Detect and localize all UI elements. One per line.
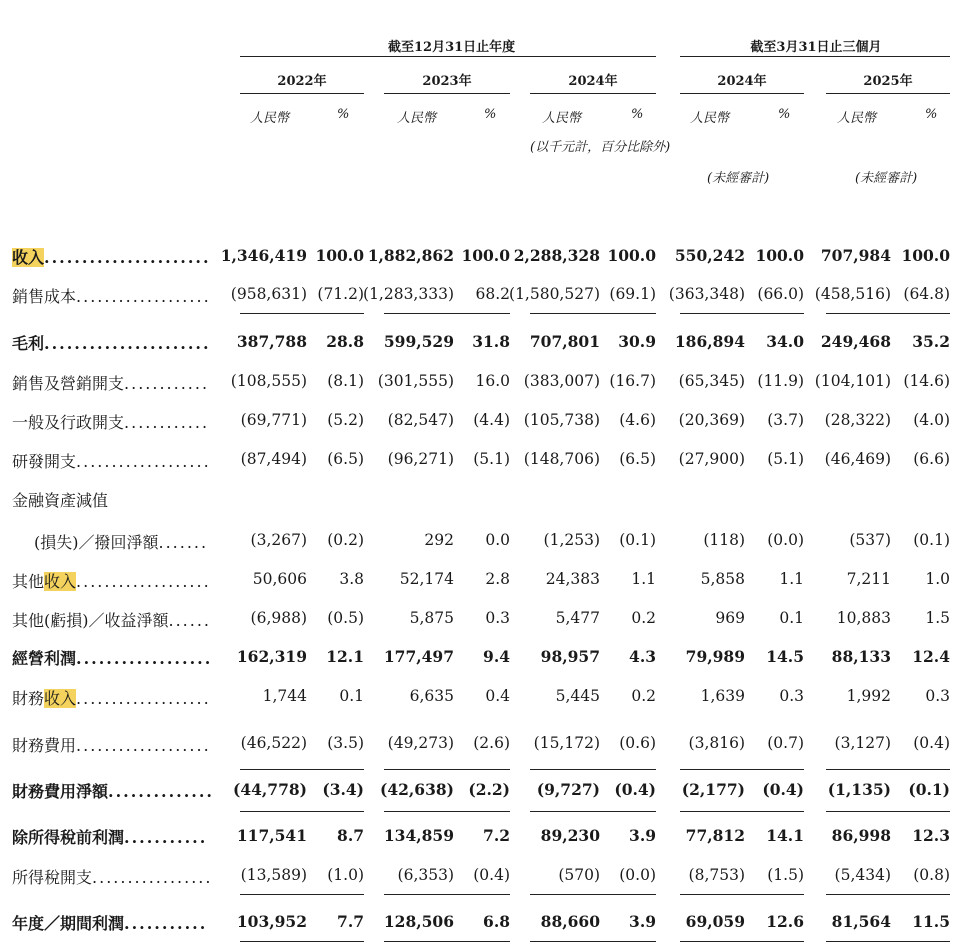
group-title-quarter: 截至3月31日止三個月 bbox=[750, 40, 882, 55]
percent-cell: 1.5 bbox=[925, 609, 950, 627]
amount-cell: (458,516) bbox=[814, 285, 891, 303]
amount-cell: (46,522) bbox=[240, 734, 307, 752]
row-rule bbox=[826, 894, 950, 895]
percent-cell: (0.4) bbox=[473, 866, 510, 884]
amount-cell: 292 bbox=[424, 531, 454, 549]
percent-cell: 14.5 bbox=[766, 647, 804, 666]
percent-cell: (4.0) bbox=[913, 411, 950, 429]
dot-leader: ........... bbox=[124, 828, 208, 847]
row-label bbox=[12, 569, 211, 592]
row-label bbox=[12, 449, 211, 472]
percent-cell: 30.9 bbox=[618, 332, 656, 351]
row-label-text: 毛利 bbox=[12, 334, 45, 353]
year-rule-2025-q1 bbox=[826, 93, 950, 94]
amount-cell: (82,547) bbox=[387, 411, 454, 429]
amount-cell: (570) bbox=[558, 866, 600, 884]
amount-cell: 707,801 bbox=[529, 332, 600, 351]
amount-cell: (27,900) bbox=[678, 450, 745, 468]
amount-cell: 1,882,862 bbox=[367, 246, 454, 265]
row-label-text: 所得稅開支 bbox=[12, 868, 93, 887]
row-rule bbox=[240, 313, 364, 314]
amount-cell: 599,529 bbox=[383, 332, 454, 351]
row-label bbox=[12, 608, 211, 631]
amount-cell: 24,383 bbox=[545, 570, 600, 588]
percent-cell: 1.0 bbox=[925, 570, 950, 588]
percent-cell: 11.5 bbox=[912, 912, 950, 931]
amount-cell: 50,606 bbox=[252, 570, 307, 588]
percent-cell: 35.2 bbox=[912, 332, 950, 351]
percent-header: % bbox=[778, 107, 791, 122]
year-header-2022: 2022年 bbox=[277, 74, 327, 89]
row-label-text: 財務費用 bbox=[12, 736, 77, 755]
amount-cell: (96,271) bbox=[387, 450, 454, 468]
row-label bbox=[12, 686, 211, 709]
percent-cell: (3.7) bbox=[767, 411, 804, 429]
percent-cell: (16.7) bbox=[609, 372, 656, 390]
dot-leader: ................. bbox=[92, 868, 213, 887]
percent-cell: 4.3 bbox=[629, 647, 656, 666]
row-label bbox=[12, 371, 209, 394]
amount-cell: 6,635 bbox=[409, 687, 454, 705]
percent-cell: (3.4) bbox=[322, 780, 364, 799]
amount-cell: (148,706) bbox=[523, 450, 600, 468]
percent-cell: 1.1 bbox=[779, 570, 804, 588]
percent-cell: 7.7 bbox=[337, 912, 364, 931]
dot-leader: ........... bbox=[124, 914, 208, 933]
amount-cell: (6,353) bbox=[397, 866, 454, 884]
percent-cell: (2.6) bbox=[473, 734, 510, 752]
row-rule bbox=[530, 811, 656, 812]
amount-cell: 5,445 bbox=[555, 687, 600, 705]
percent-cell: 0.3 bbox=[925, 687, 950, 705]
row-rule bbox=[240, 811, 364, 812]
percent-cell: (2.2) bbox=[468, 780, 510, 799]
row-label bbox=[12, 331, 211, 354]
amount-cell: (301,555) bbox=[377, 372, 454, 390]
amount-cell: 177,497 bbox=[383, 647, 454, 666]
row-label-text: 一般及行政開支 bbox=[12, 413, 125, 432]
amount-cell: (65,345) bbox=[678, 372, 745, 390]
amount-cell: (20,369) bbox=[678, 411, 745, 429]
amount-cell: (1,253) bbox=[543, 531, 600, 549]
percent-cell: 16.0 bbox=[475, 372, 510, 390]
row-rule bbox=[384, 894, 510, 895]
percent-cell: 7.2 bbox=[483, 826, 510, 845]
row-rule bbox=[240, 894, 364, 895]
dot-leader: ................... bbox=[76, 572, 211, 591]
amount-cell: 7,211 bbox=[846, 570, 891, 588]
amount-cell: 88,133 bbox=[831, 647, 891, 666]
percent-cell: 0.2 bbox=[631, 687, 656, 705]
percent-cell: 1.1 bbox=[631, 570, 656, 588]
row-rule bbox=[826, 811, 950, 812]
row-label-text: 年度／期間利潤 bbox=[12, 914, 125, 933]
percent-cell: (66.0) bbox=[757, 285, 804, 303]
row-rule bbox=[680, 313, 804, 314]
dot-leader: ................... bbox=[76, 452, 211, 471]
row-rule bbox=[240, 941, 364, 942]
group-title-year: 截至12月31日止年度 bbox=[388, 40, 516, 55]
amount-cell: 1,639 bbox=[700, 687, 745, 705]
dot-leader: .............. bbox=[108, 782, 214, 801]
year-header-2024-q1: 2024年 bbox=[717, 74, 767, 89]
percent-header: % bbox=[925, 107, 938, 122]
amount-cell: 10,883 bbox=[836, 609, 891, 627]
amount-cell: (1,580,527) bbox=[509, 285, 600, 303]
row-rule bbox=[680, 894, 804, 895]
percent-cell: (0.0) bbox=[619, 866, 656, 884]
amount-cell: (87,494) bbox=[240, 450, 307, 468]
percent-cell: (5.2) bbox=[327, 411, 364, 429]
percent-cell: 2.8 bbox=[485, 570, 510, 588]
amount-cell: 2,288,328 bbox=[513, 246, 600, 265]
percent-cell: 3.9 bbox=[629, 912, 656, 931]
amount-cell: (46,469) bbox=[824, 450, 891, 468]
row-rule bbox=[384, 941, 510, 942]
row-label-text: 經營利潤 bbox=[12, 649, 77, 668]
percent-cell: (0.6) bbox=[619, 734, 656, 752]
percent-header: % bbox=[337, 107, 350, 122]
percent-cell: 3.9 bbox=[629, 826, 656, 845]
amount-cell: 81,564 bbox=[831, 912, 891, 931]
percent-cell: 0.0 bbox=[485, 531, 510, 549]
percent-header: % bbox=[631, 107, 644, 122]
percent-cell: (0.5) bbox=[327, 609, 364, 627]
amount-cell: (104,101) bbox=[814, 372, 891, 390]
amount-cell: 5,477 bbox=[555, 609, 600, 627]
percent-cell: (14.6) bbox=[903, 372, 950, 390]
amount-cell: 162,319 bbox=[236, 647, 307, 666]
amount-cell: 79,989 bbox=[685, 647, 745, 666]
percent-cell: 14.1 bbox=[766, 826, 804, 845]
amount-cell: 88,660 bbox=[540, 912, 600, 931]
amount-cell: (958,631) bbox=[230, 285, 307, 303]
percent-cell: 3.8 bbox=[339, 570, 364, 588]
row-label bbox=[12, 646, 212, 669]
row-rule bbox=[530, 941, 656, 942]
currency-header: 人民幣 bbox=[397, 111, 437, 126]
group-rule-year bbox=[240, 56, 656, 57]
currency-header: 人民幣 bbox=[690, 111, 730, 126]
amount-cell: 1,346,419 bbox=[220, 246, 307, 265]
row-rule bbox=[240, 769, 364, 770]
row-rule bbox=[530, 894, 656, 895]
percent-cell: (4.4) bbox=[473, 411, 510, 429]
amount-cell: (363,348) bbox=[668, 285, 745, 303]
row-label bbox=[12, 410, 209, 433]
amount-cell: 550,242 bbox=[674, 246, 745, 265]
row-label-text: 財務收入 bbox=[12, 689, 77, 708]
dot-leader: ...................... bbox=[44, 334, 211, 353]
row-rule bbox=[384, 769, 510, 770]
currency-header: 人民幣 bbox=[837, 111, 877, 126]
unaudited-note: (未經審計) bbox=[855, 171, 918, 186]
percent-cell: 0.2 bbox=[631, 609, 656, 627]
amount-cell: 186,894 bbox=[674, 332, 745, 351]
percent-cell: 0.4 bbox=[485, 687, 510, 705]
amount-cell: 5,858 bbox=[700, 570, 745, 588]
row-label-text: 銷售成本 bbox=[12, 287, 77, 306]
amount-cell: 117,541 bbox=[236, 826, 307, 845]
percent-cell: 0.1 bbox=[339, 687, 364, 705]
percent-cell: 12.4 bbox=[912, 647, 950, 666]
row-label-text: 其他(虧損)／收益淨額 bbox=[12, 611, 169, 630]
row-rule bbox=[384, 811, 510, 812]
year-rule-2023 bbox=[384, 93, 510, 94]
percent-cell: 8.7 bbox=[337, 826, 364, 845]
percent-cell: 12.3 bbox=[912, 826, 950, 845]
amount-cell: (6,988) bbox=[250, 609, 307, 627]
percent-cell: (0.4) bbox=[762, 780, 804, 799]
row-rule bbox=[826, 769, 950, 770]
amount-cell: 969 bbox=[715, 609, 745, 627]
percent-cell: 0.1 bbox=[779, 609, 804, 627]
percent-cell: (6.5) bbox=[327, 450, 364, 468]
row-rule bbox=[530, 769, 656, 770]
row-label-text: 收入 bbox=[12, 248, 45, 267]
percent-header: % bbox=[484, 107, 497, 122]
amount-cell: 98,957 bbox=[540, 647, 600, 666]
amount-cell: (44,778) bbox=[233, 780, 307, 799]
amount-cell: 128,506 bbox=[383, 912, 454, 931]
percent-cell: 100.0 bbox=[461, 246, 510, 265]
year-rule-2024-q1 bbox=[680, 93, 804, 94]
row-label bbox=[12, 488, 108, 511]
percent-cell: (0.7) bbox=[767, 734, 804, 752]
amount-cell: (108,555) bbox=[230, 372, 307, 390]
row-rule bbox=[384, 313, 510, 314]
percent-cell: 100.0 bbox=[755, 246, 804, 265]
amount-cell: (42,638) bbox=[380, 780, 454, 799]
amount-cell: (28,322) bbox=[824, 411, 891, 429]
percent-cell: 100.0 bbox=[315, 246, 364, 265]
amount-cell: 77,812 bbox=[685, 826, 745, 845]
row-label bbox=[12, 865, 212, 888]
percent-cell: (0.1) bbox=[913, 531, 950, 549]
amount-cell: (537) bbox=[849, 531, 891, 549]
percent-cell: 9.4 bbox=[483, 647, 510, 666]
dot-leader: ...... bbox=[168, 611, 212, 630]
amount-cell: 387,788 bbox=[236, 332, 307, 351]
percent-cell: (0.1) bbox=[619, 531, 656, 549]
row-label bbox=[12, 911, 207, 934]
dot-leader: ................... bbox=[76, 689, 211, 708]
percent-cell: 68.2 bbox=[475, 285, 510, 303]
percent-cell: (3.5) bbox=[327, 734, 364, 752]
year-rule-2024 bbox=[530, 93, 656, 94]
amount-cell: (15,172) bbox=[533, 734, 600, 752]
percent-cell: (4.6) bbox=[619, 411, 656, 429]
amount-cell: 1,992 bbox=[846, 687, 891, 705]
unit-note: (以千元計，百分比除外) bbox=[530, 140, 671, 155]
row-label-text: 其他收入 bbox=[12, 572, 77, 591]
amount-cell: (118) bbox=[703, 531, 745, 549]
percent-cell: 100.0 bbox=[901, 246, 950, 265]
amount-cell: 103,952 bbox=[236, 912, 307, 931]
row-rule bbox=[530, 313, 656, 314]
amount-cell: (8,753) bbox=[688, 866, 745, 884]
amount-cell: (1,283,333) bbox=[363, 285, 454, 303]
row-label-text: (損失)／撥回淨額 bbox=[34, 533, 159, 552]
amount-cell: 1,744 bbox=[262, 687, 307, 705]
percent-cell: (0.4) bbox=[614, 780, 656, 799]
amount-cell: 86,998 bbox=[831, 826, 891, 845]
percent-cell: 12.6 bbox=[766, 912, 804, 931]
row-label-text: 財務費用淨額 bbox=[12, 782, 109, 801]
percent-cell: (5.1) bbox=[473, 450, 510, 468]
currency-header: 人民幣 bbox=[250, 111, 290, 126]
percent-cell: (0.2) bbox=[327, 531, 364, 549]
percent-cell: (6.5) bbox=[619, 450, 656, 468]
amount-cell: (69,771) bbox=[240, 411, 307, 429]
row-rule bbox=[680, 769, 804, 770]
percent-cell: 12.1 bbox=[326, 647, 364, 666]
row-rule bbox=[826, 941, 950, 942]
percent-cell: (0.4) bbox=[913, 734, 950, 752]
year-header-2024: 2024年 bbox=[568, 74, 618, 89]
row-label bbox=[12, 733, 211, 756]
row-label-text: 金融資產減值 bbox=[12, 491, 109, 510]
row-rule bbox=[680, 941, 804, 942]
amount-cell: (1,135) bbox=[827, 780, 891, 799]
percent-cell: 100.0 bbox=[607, 246, 656, 265]
amount-cell: (5,434) bbox=[834, 866, 891, 884]
dot-leader: ...................... bbox=[44, 248, 211, 267]
percent-cell: (69.1) bbox=[609, 285, 656, 303]
row-label bbox=[12, 284, 211, 307]
percent-cell: 0.3 bbox=[485, 609, 510, 627]
percent-cell: (11.9) bbox=[757, 372, 804, 390]
amount-cell: 707,984 bbox=[820, 246, 891, 265]
row-label-text: 除所得稅前利潤 bbox=[12, 828, 125, 847]
percent-cell: (6.6) bbox=[913, 450, 950, 468]
percent-cell: (5.1) bbox=[767, 450, 804, 468]
group-rule-quarter bbox=[680, 56, 950, 57]
row-label bbox=[34, 530, 208, 553]
dot-leader: ............ bbox=[124, 413, 210, 432]
percent-cell: (71.2) bbox=[317, 285, 364, 303]
percent-cell: (64.8) bbox=[903, 285, 950, 303]
row-rule bbox=[680, 811, 804, 812]
currency-header: 人民幣 bbox=[542, 111, 582, 126]
percent-cell: (0.1) bbox=[908, 780, 950, 799]
amount-cell: 134,859 bbox=[383, 826, 454, 845]
amount-cell: 69,059 bbox=[685, 912, 745, 931]
row-rule bbox=[826, 313, 950, 314]
amount-cell: 249,468 bbox=[820, 332, 891, 351]
amount-cell: (2,177) bbox=[681, 780, 745, 799]
row-label-text: 銷售及營銷開支 bbox=[12, 374, 125, 393]
percent-cell: 28.8 bbox=[326, 332, 364, 351]
year-rule-2022 bbox=[240, 93, 364, 94]
unaudited-note: (未經審計) bbox=[707, 171, 770, 186]
amount-cell: 89,230 bbox=[540, 826, 600, 845]
amount-cell: (383,007) bbox=[523, 372, 600, 390]
amount-cell: 5,875 bbox=[409, 609, 454, 627]
dot-leader: ....... bbox=[158, 533, 209, 552]
percent-cell: (1.5) bbox=[767, 866, 804, 884]
percent-cell: (8.1) bbox=[327, 372, 364, 390]
amount-cell: (105,738) bbox=[523, 411, 600, 429]
dot-leader: .................. bbox=[76, 649, 213, 668]
dot-leader: ............ bbox=[124, 374, 210, 393]
year-header-2025-q1: 2025年 bbox=[863, 74, 913, 89]
row-label bbox=[12, 779, 214, 802]
percent-cell: (0.8) bbox=[913, 866, 950, 884]
amount-cell: (9,727) bbox=[536, 780, 600, 799]
row-label bbox=[12, 825, 207, 848]
year-header-2023: 2023年 bbox=[422, 74, 472, 89]
row-label bbox=[12, 245, 211, 268]
percent-cell: 6.8 bbox=[483, 912, 510, 931]
row-label-text: 研發開支 bbox=[12, 452, 77, 471]
percent-cell: 31.8 bbox=[472, 332, 510, 351]
percent-cell: 0.3 bbox=[779, 687, 804, 705]
dot-leader: ................... bbox=[76, 287, 211, 306]
dot-leader: ................... bbox=[76, 736, 211, 755]
amount-cell: (13,589) bbox=[240, 866, 307, 884]
amount-cell: (49,273) bbox=[387, 734, 454, 752]
percent-cell: (0.0) bbox=[767, 531, 804, 549]
amount-cell: (3,127) bbox=[834, 734, 891, 752]
amount-cell: (3,816) bbox=[688, 734, 745, 752]
amount-cell: (3,267) bbox=[250, 531, 307, 549]
amount-cell: 52,174 bbox=[399, 570, 454, 588]
percent-cell: (1.0) bbox=[327, 866, 364, 884]
percent-cell: 34.0 bbox=[766, 332, 804, 351]
